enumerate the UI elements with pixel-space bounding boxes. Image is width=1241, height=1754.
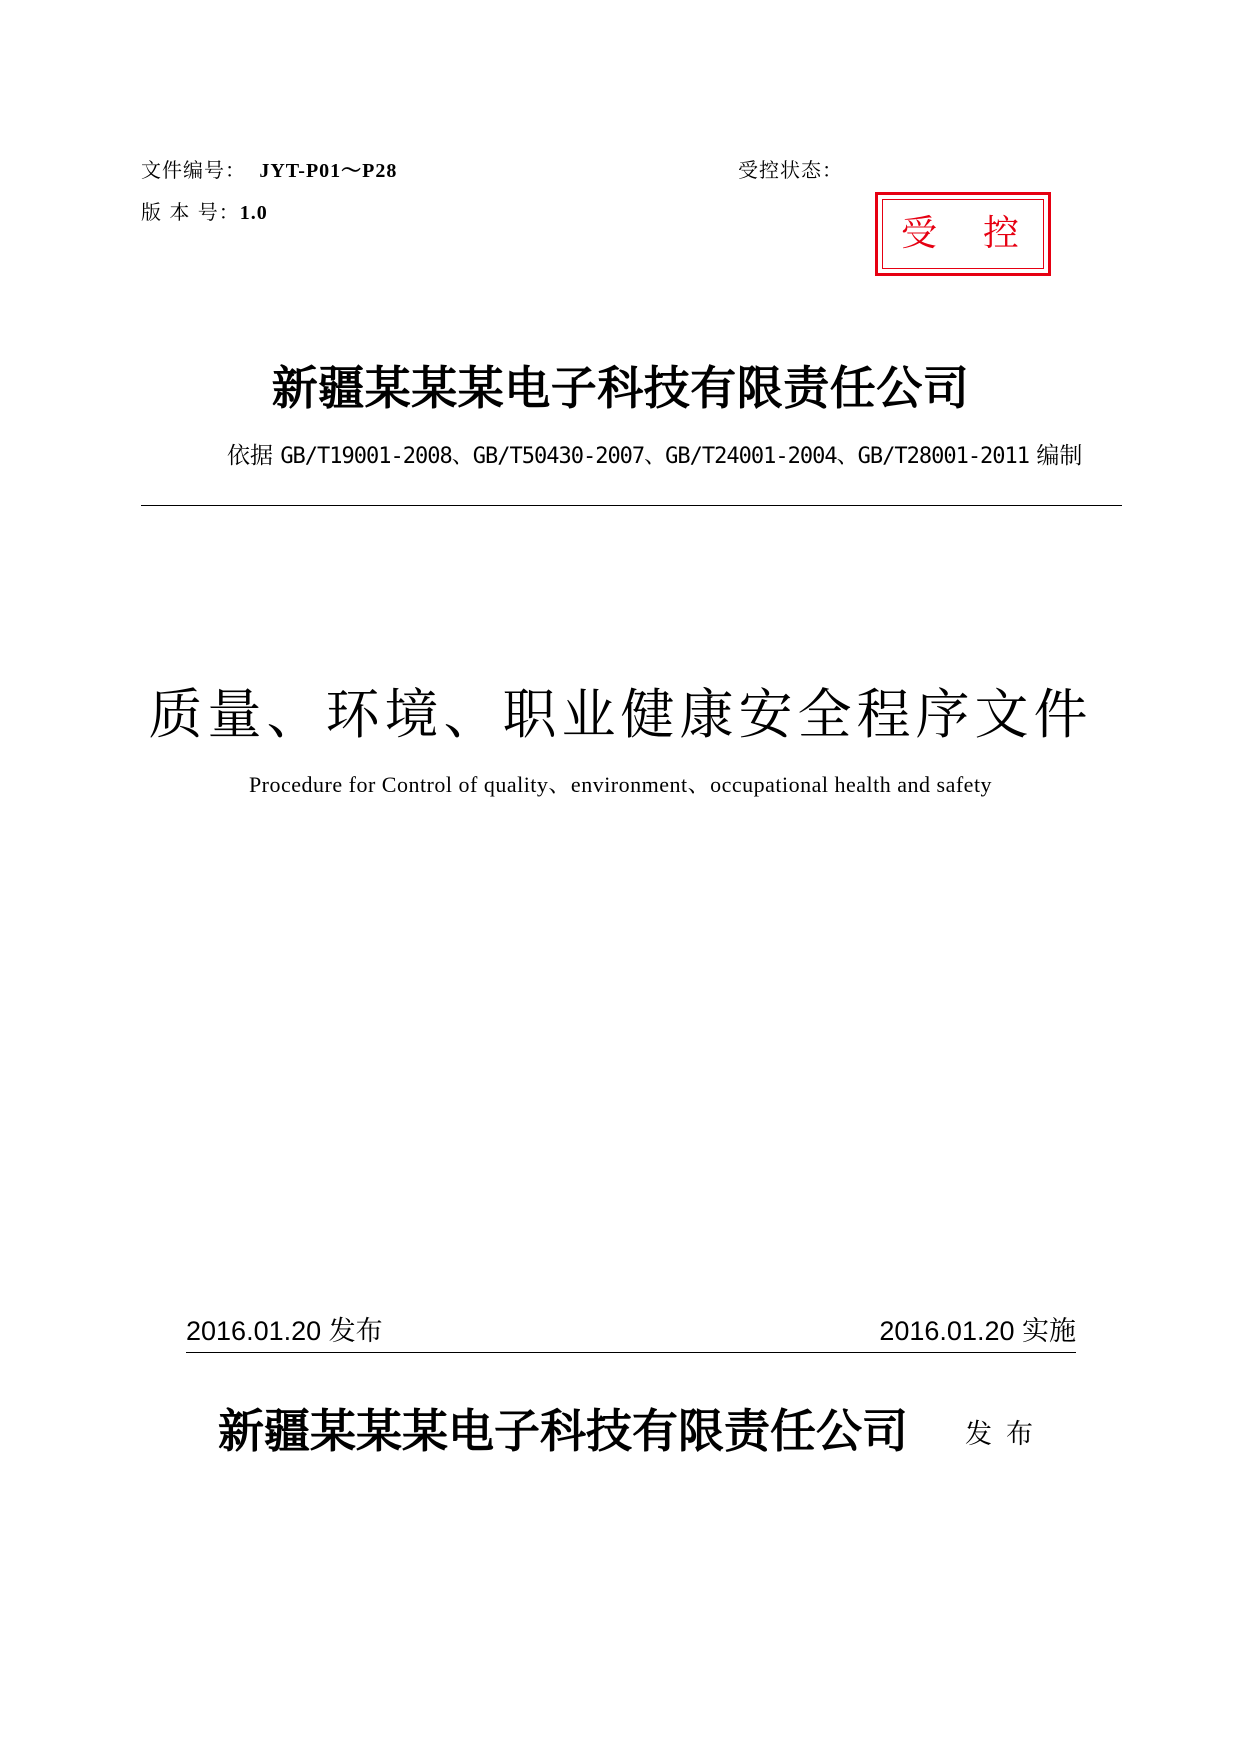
company-title: 新疆某某某电子科技有限责任公司 <box>271 361 970 415</box>
document-title: 质量、环境、职业健康安全程序文件 <box>148 683 1093 746</box>
controlled-stamp <box>875 192 1051 276</box>
doc-number-row <box>141 154 397 183</box>
control-status-label: 受控状态： <box>738 158 843 182</box>
header-divider <box>141 505 1122 506</box>
publish-word: 发布 <box>965 1419 1047 1450</box>
effective-date: 2016.01.20 实施 <box>879 1316 1076 1346</box>
controlled-stamp-inner <box>882 199 1044 269</box>
basis-codes: GB/T19001-2008、GB/T50430-2007、GB/T24001-2004、GB/T28001-2011 <box>280 444 1030 469</box>
release-date: 2016.01.20 发布 <box>186 1316 383 1346</box>
version-value: 1.0 <box>239 202 268 224</box>
stamp-char-control: 控 <box>982 213 1019 254</box>
document-subtitle: Procedure for Control of quality、environment、occupational health and safety <box>248 772 993 797</box>
dates-row <box>186 1312 1076 1353</box>
basis-suffix: 编制 <box>1036 443 1083 469</box>
stamp-char-receive: 受 <box>901 213 938 254</box>
basis-prefix: 依据 <box>227 443 273 469</box>
doc-number-label: 文件编号： <box>141 158 246 182</box>
version-label: 版 本 号： <box>141 200 240 224</box>
version-row <box>141 196 268 225</box>
publisher-name: 新疆某某某电子科技有限责任公司 <box>218 1404 908 1458</box>
basis-line <box>227 437 1082 470</box>
doc-number-value: JYT-P01～P28 <box>259 160 398 182</box>
